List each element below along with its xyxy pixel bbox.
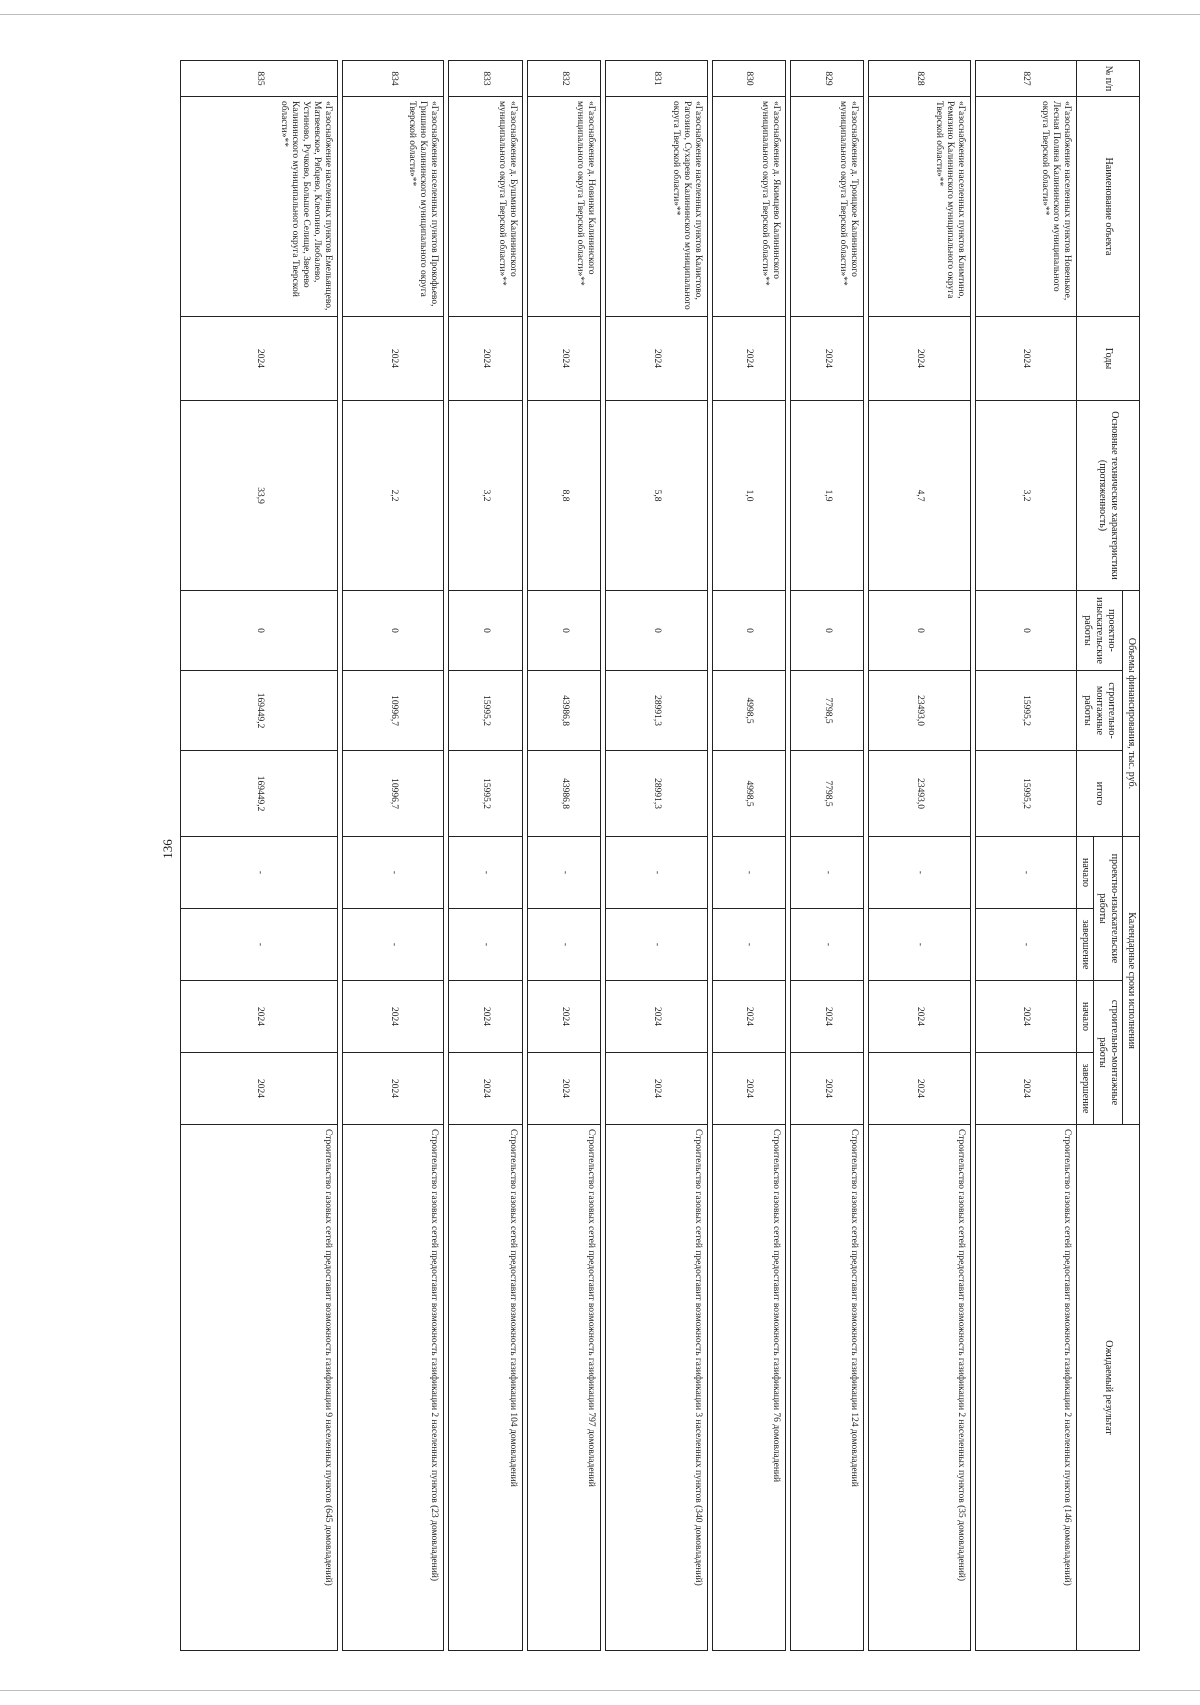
cell-name: «Газоснабжение д. Якимцево Калининского муниципального округа Тверской области»**	[712, 97, 785, 317]
cell-fin-design: 0	[606, 591, 707, 671]
table-row	[975, 61, 1076, 1651]
cell-fin-construction: 28991,3	[606, 671, 707, 751]
header-smr-end: завершение	[1077, 1053, 1094, 1125]
cell-pir-end: -	[790, 909, 863, 981]
cell-smr-start: 2024	[712, 981, 785, 1053]
cell-pir-start: -	[181, 837, 338, 909]
cell-smr-end: 2024	[869, 1053, 970, 1125]
cell-smr-end: 2024	[449, 1053, 522, 1125]
cell-fin-construction: 43986,8	[527, 671, 600, 751]
cell-result: Строительство газовых сетей предоставит возможность газификации 3 населенных пунктов (340 домовладений)	[606, 1125, 707, 1651]
cell-num: 828	[869, 61, 970, 97]
cell-fin-total: 28991,3	[606, 751, 707, 837]
cell-name: «Газоснабжение населенных пунктов Климтино, Ремязино Калининского муниципального округа Тверской области»**	[869, 97, 970, 317]
cell-length: 4,7	[869, 401, 970, 591]
table-row	[869, 61, 970, 1651]
cell-length: 3,2	[975, 401, 1076, 591]
cell-pir-end: -	[606, 909, 707, 981]
cell-name: «Газоснабжение д. Троицкое Калининского муниципального округа Тверской области»**	[790, 97, 863, 317]
cell-fin-total: 10996,7	[343, 751, 444, 837]
cell-name: «Газоснабжение населенных пунктов Емельянцево, Матвеевское, Рябцево, Клеопино, Любалево, Устиново, Ручково, Большое Селище, Зверево Калининского муниципального округа Тверской области»**	[181, 97, 338, 317]
cell-smr-end: 2024	[712, 1053, 785, 1125]
cell-pir-end: -	[181, 909, 338, 981]
cell-years: 2024	[975, 317, 1076, 401]
row-separator	[338, 61, 343, 1651]
table-row	[449, 61, 522, 1651]
cell-name: «Газоснабжение д. Бушмино Калининского муниципального округа Тверской области»**	[449, 97, 522, 317]
cell-smr-end: 2024	[527, 1053, 600, 1125]
cell-fin-design: 0	[527, 591, 600, 671]
cell-smr-start: 2024	[343, 981, 444, 1053]
table-row	[181, 61, 338, 1651]
cell-fin-construction: 7798,5	[790, 671, 863, 751]
cell-length: 5,8	[606, 401, 707, 591]
cell-pir-start: -	[343, 837, 444, 909]
cell-result: Строительство газовых сетей предоставит возможность газификации 797 домовладений	[527, 1125, 600, 1651]
header-specs: Основные технические характеристики (протяженность)	[1077, 401, 1140, 591]
objects-table	[180, 60, 1140, 1651]
cell-pir-start: -	[527, 837, 600, 909]
cell-result: Строительство газовых сетей предоставит возможность газификации 2 населенных пунктов (35 домовладений)	[869, 1125, 970, 1651]
cell-smr-end: 2024	[975, 1053, 1076, 1125]
cell-num: 835	[181, 61, 338, 97]
cell-years: 2024	[527, 317, 600, 401]
cell-name: «Газоснабжение населенных пунктов Калистово, Рагозино, Сухарево Калининского муниципального округа Тверской области»**	[606, 97, 707, 317]
cell-smr-start: 2024	[527, 981, 600, 1053]
cell-fin-total: 43986,8	[527, 751, 600, 837]
cell-length: 33,9	[181, 401, 338, 591]
row-separator	[970, 61, 975, 1651]
cell-fin-design: 0	[790, 591, 863, 671]
cell-length: 1,9	[790, 401, 863, 591]
cell-years: 2024	[869, 317, 970, 401]
cell-smr-start: 2024	[449, 981, 522, 1053]
cell-pir-start: -	[449, 837, 522, 909]
cell-years: 2024	[712, 317, 785, 401]
cell-pir-start: -	[712, 837, 785, 909]
cell-fin-design: 0	[975, 591, 1076, 671]
cell-num: 827	[975, 61, 1076, 97]
cell-num: 831	[606, 61, 707, 97]
table-row	[712, 61, 785, 1651]
cell-num: 832	[527, 61, 600, 97]
cell-fin-construction: 15995,2	[975, 671, 1076, 751]
row-separator	[785, 61, 790, 1651]
header-fin-total: итого	[1077, 751, 1123, 837]
header-sch-design: проектно-изыскательские работы	[1094, 837, 1123, 981]
cell-result: Строительство газовых сетей предоставит возможность газификации 124 домовладений	[790, 1125, 863, 1651]
cell-smr-start: 2024	[606, 981, 707, 1053]
header-financing: Объемы финансирования, тыс. руб.	[1123, 591, 1140, 837]
cell-fin-design: 0	[449, 591, 522, 671]
cell-name: «Газоснабжение населенных пунктов Новенькое, Лесная Поляна Калининского муниципального округа Тверской области»**	[975, 97, 1076, 317]
cell-smr-start: 2024	[181, 981, 338, 1053]
header-result: Ожидаемый результат	[1077, 1125, 1140, 1651]
cell-pir-end: -	[869, 909, 970, 981]
cell-years: 2024	[449, 317, 522, 401]
cell-pir-start: -	[869, 837, 970, 909]
cell-num: 829	[790, 61, 863, 97]
cell-pir-start: -	[606, 837, 707, 909]
cell-fin-total: 23493,0	[869, 751, 970, 837]
cell-years: 2024	[343, 317, 444, 401]
header-sch-construction: строительно-монтажные работы	[1094, 981, 1123, 1125]
cell-fin-design: 0	[343, 591, 444, 671]
cell-fin-total: 7798,5	[790, 751, 863, 837]
cell-years: 2024	[790, 317, 863, 401]
header-fin-construction: строительно-монтажные работы	[1077, 671, 1123, 751]
table-row	[606, 61, 707, 1651]
row-separator	[707, 61, 712, 1651]
cell-name: «Газоснабжение населенных пунктов Прокофьево, Гришино Калининского муниципального округа Тверской области»**	[343, 97, 444, 317]
scan-edge-bottom	[0, 1690, 1200, 1691]
cell-fin-design: 0	[181, 591, 338, 671]
cell-fin-total: 169449,2	[181, 751, 338, 837]
cell-years: 2024	[606, 317, 707, 401]
cell-length: 8,8	[527, 401, 600, 591]
cell-fin-construction: 23493,0	[869, 671, 970, 751]
header-schedule: Календарные сроки исполнения	[1123, 837, 1140, 1125]
page-number: 136	[160, 839, 175, 859]
cell-fin-design: 0	[869, 591, 970, 671]
cell-fin-total: 15995,2	[975, 751, 1076, 837]
header-name: Наименование объекта	[1077, 97, 1140, 317]
row-separator	[601, 61, 606, 1651]
cell-smr-start: 2024	[869, 981, 970, 1053]
cell-num: 833	[449, 61, 522, 97]
cell-fin-design: 0	[712, 591, 785, 671]
header-pir-start: начало	[1077, 837, 1094, 909]
cell-pir-start: -	[975, 837, 1076, 909]
cell-smr-end: 2024	[606, 1053, 707, 1125]
cell-result: Строительство газовых сетей предоставит возможность газификации 2 населенных пунктов (23 домовладений)	[343, 1125, 444, 1651]
table-row	[790, 61, 863, 1651]
cell-result: Строительство газовых сетей предоставит возможность газификации 2 населенных пунктов (146 домовладений)	[975, 1125, 1076, 1651]
cell-result: Строительство газовых сетей предоставит возможность газификации 9 населенных пунктов (645 домовладений)	[181, 1125, 338, 1651]
header-num: № п/п	[1077, 61, 1140, 97]
cell-pir-end: -	[449, 909, 522, 981]
cell-pir-end: -	[712, 909, 785, 981]
cell-smr-end: 2024	[790, 1053, 863, 1125]
scan-edge-top	[0, 14, 1200, 15]
header-years: Годы	[1077, 317, 1140, 401]
cell-length: 2,2	[343, 401, 444, 591]
cell-smr-end: 2024	[181, 1053, 338, 1125]
cell-fin-construction: 4998,5	[712, 671, 785, 751]
rotated-page-content	[180, 60, 1140, 1650]
table-row	[343, 61, 444, 1651]
cell-fin-total: 4998,5	[712, 751, 785, 837]
cell-pir-end: -	[343, 909, 444, 981]
cell-smr-end: 2024	[343, 1053, 444, 1125]
cell-num: 834	[343, 61, 444, 97]
cell-fin-construction: 10996,7	[343, 671, 444, 751]
row-separator	[864, 61, 869, 1651]
cell-fin-construction: 15995,2	[449, 671, 522, 751]
row-separator	[522, 61, 527, 1651]
cell-result: Строительство газовых сетей предоставит возможность газификации 104 домовладений	[449, 1125, 522, 1651]
cell-smr-start: 2024	[790, 981, 863, 1053]
cell-length: 3,2	[449, 401, 522, 591]
header-smr-start: начало	[1077, 981, 1094, 1053]
cell-pir-end: -	[527, 909, 600, 981]
cell-fin-construction: 169449,2	[181, 671, 338, 751]
cell-result: Строительство газовых сетей предоставит возможность газификации 76 домовладений	[712, 1125, 785, 1651]
cell-years: 2024	[181, 317, 338, 401]
table-row	[527, 61, 600, 1651]
cell-pir-end: -	[975, 909, 1076, 981]
cell-fin-total: 15995,2	[449, 751, 522, 837]
cell-num: 830	[712, 61, 785, 97]
row-separator	[444, 61, 449, 1651]
cell-smr-start: 2024	[975, 981, 1076, 1053]
cell-pir-start: -	[790, 837, 863, 909]
header-fin-design: проектно-изыскательские работы	[1077, 591, 1123, 671]
cell-length: 1,0	[712, 401, 785, 591]
cell-name: «Газоснабжение д. Новинки Калининского муниципального округа Тверской области»**	[527, 97, 600, 317]
header-pir-end: завершение	[1077, 909, 1094, 981]
